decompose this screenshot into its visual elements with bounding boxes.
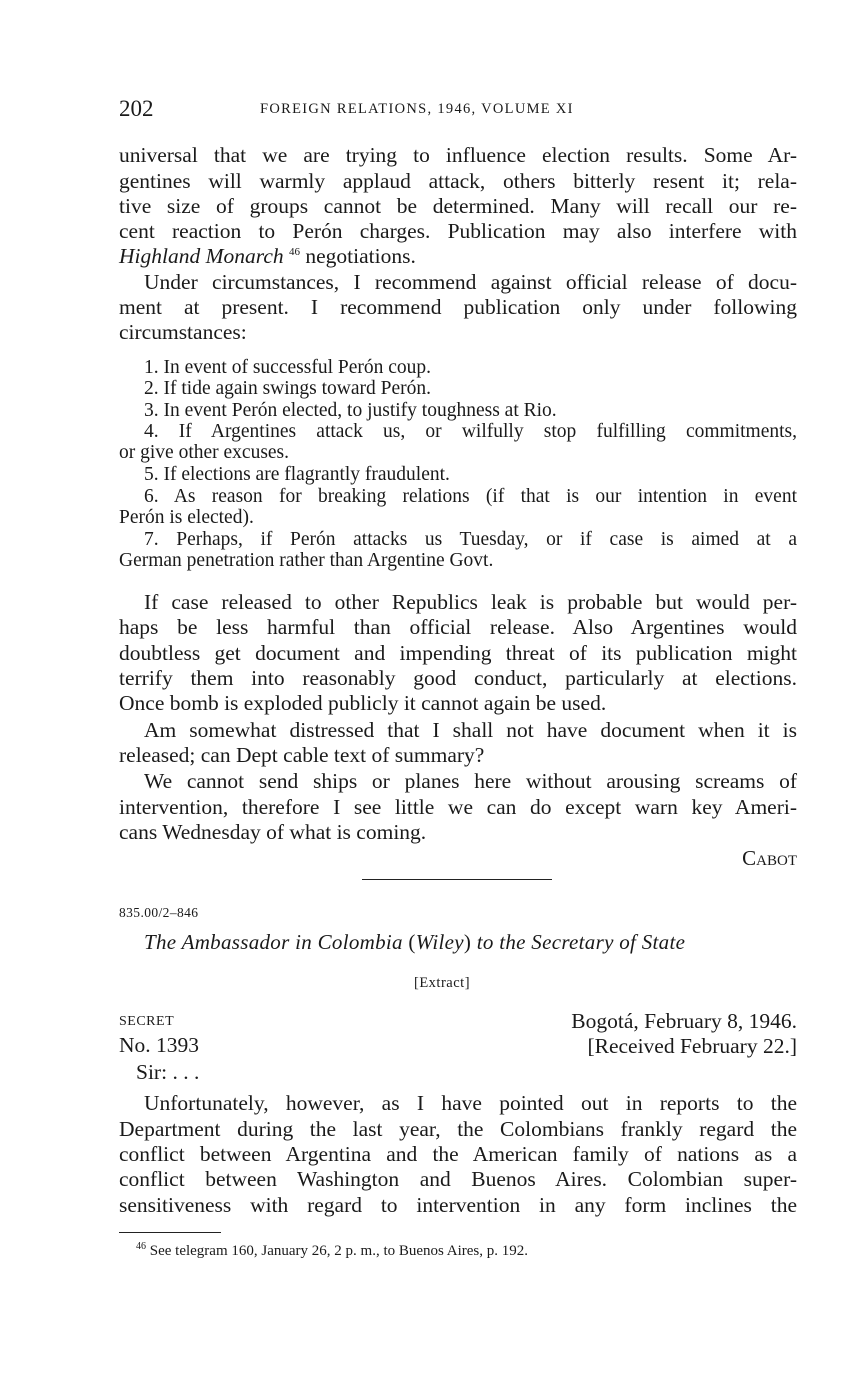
list-item: 7. Perhaps, if Perón attacks us Tuesday, or if case is aimed at a — [144, 529, 797, 550]
list-item-continuation: or give other excuses. — [119, 442, 290, 463]
body-line — [119, 243, 797, 269]
body-line: conflict between Washington and Buenos Aires. Colombian super- — [119, 1167, 797, 1191]
body-line: tive size of groups cannot be determined. Many will recall our re- — [119, 194, 797, 218]
body-line: gentines will warmly applaud attack, others bitterly resent it; rela- — [119, 169, 797, 193]
list-item: 3. In event Perón elected, to justify toughness at Rio. — [144, 400, 557, 421]
body-line: intervention, therefore I see little we can do except warn key Ameri- — [119, 795, 797, 819]
section-divider — [362, 879, 552, 880]
signature: Cabot — [742, 846, 797, 870]
body-line: terrify them into reasonably good conduct, particularly at elections. — [119, 666, 797, 690]
body-line: cent reaction to Perón charges. Publication may also interfere with — [119, 219, 797, 243]
body-line: haps be less harmful than official release. Also Argentines would — [119, 615, 797, 639]
document-title-name: Wiley — [415, 930, 464, 954]
body-line: cans Wednesday of what is coming. — [119, 820, 427, 844]
list-item: 4. If Argentines attack us, or wilfully stop fulfilling commitments, — [144, 421, 797, 442]
body-line: ment at present. I recommend publication only under following — [119, 295, 797, 319]
file-number: 835.00/2–846 — [119, 905, 199, 920]
body-line: Unfortunately, however, as I have pointed out in reports to the — [144, 1091, 797, 1115]
body-line: released; can Dept cable text of summary? — [119, 743, 485, 767]
list-item: 1. In event of successful Perón coup. — [144, 357, 432, 378]
list-item: 2. If tide again swings toward Perón. — [144, 378, 432, 399]
body-line: If case released to other Republics leak is probable but would per- — [144, 590, 797, 614]
salutation: Sir: . . . — [136, 1060, 200, 1084]
ship-name: Highland Monarch — [119, 244, 284, 268]
body-line: Am somewhat distressed that I shall not have document when it is — [144, 718, 797, 742]
body-line: We cannot send ships or planes here without arousing screams of — [144, 769, 797, 793]
footnote-text: See telegram 160, January 26, 2 p. m., to Buenos Aires, p. 192. — [146, 1243, 529, 1259]
document-title-paren: ( — [408, 930, 416, 954]
place-and-date: Bogotá, February 8, 1946. — [571, 1009, 797, 1033]
body-line: Once bomb is exploded publicly it cannot again be used. — [119, 691, 607, 715]
body-line: doubtless get document and impending threat of its publication might — [119, 641, 797, 665]
running-title: FOREIGN RELATIONS, 1946, VOLUME XI — [260, 101, 574, 117]
list-item-continuation: Perón is elected). — [119, 507, 254, 528]
list-item: 6. As reason for breaking relations (if that is our intention in event — [144, 486, 797, 507]
body-line: circumstances: — [119, 320, 247, 344]
despatch-number: No. 1393 — [119, 1033, 200, 1057]
list-item-continuation: German penetration rather than Argentine Govt. — [119, 550, 494, 571]
page-number: 202 — [119, 96, 154, 121]
extract-label: [Extract] — [414, 975, 471, 991]
footnote — [136, 1243, 528, 1260]
received-date: [Received February 22.] — [587, 1034, 797, 1058]
document-title-paren: ) — [463, 930, 472, 954]
document-title-part: The Ambassador in Colombia — [144, 930, 409, 954]
footnote-divider — [119, 1232, 221, 1233]
body-line-rest: negotiations. — [300, 244, 416, 268]
body-line: Department during the last year, the Colombians frankly regard the — [119, 1117, 797, 1141]
body-line: sensitiveness with regard to intervention in any form inclines the — [119, 1193, 797, 1217]
classification-label: SECRET — [119, 1014, 175, 1029]
footnote-mark: 46 — [136, 1241, 146, 1252]
document-title-part: to the Secretary of State — [471, 930, 686, 954]
body-line: conflict between Argentina and the American family of nations as a — [119, 1142, 797, 1166]
body-line: universal that we are trying to influence election results. Some Ar- — [119, 143, 797, 167]
body-line: Under circumstances, I recommend against official release of docu- — [144, 270, 797, 294]
footnote-reference: 46 — [289, 245, 300, 258]
list-item: 5. If elections are flagrantly fraudulent. — [144, 464, 450, 485]
document-title — [144, 930, 685, 955]
